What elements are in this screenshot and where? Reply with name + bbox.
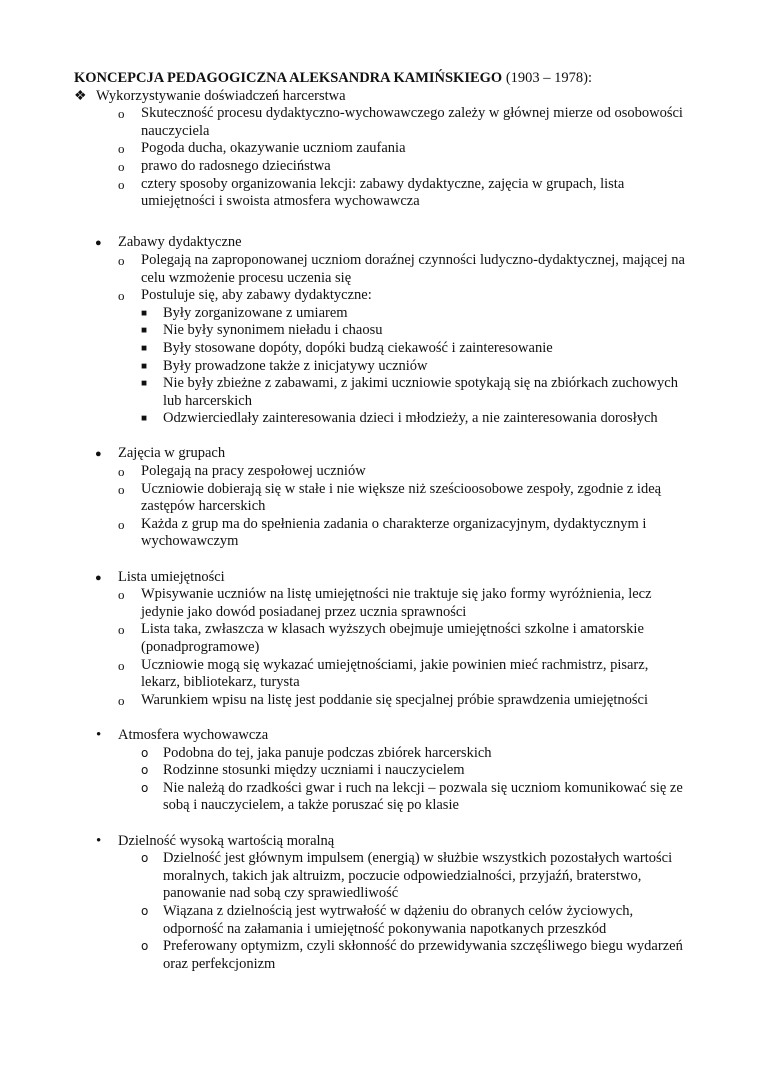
list-item: o Lista taka, zwłaszcza w klasach wyższych obejmuje umiejętności szkolne i amatorskie (ponadprogramowe) [118, 621, 644, 655]
circle-bullet-icon: o [141, 851, 149, 866]
section-heading: ❖ Wykorzystywanie doświadczeń harcerstwa [74, 87, 346, 104]
list-item: o Skuteczność procesu dydaktyczno-wychowawczego zależy w głównej mierze od osobowości nauczyciela [118, 105, 683, 139]
document-page [0, 70, 760, 973]
section-heading: • Dzielność wysoką wartością moralną [96, 832, 335, 849]
square-bullet-icon: ■ [141, 413, 148, 425]
diamond-bullet-icon: ❖ [74, 88, 87, 104]
list-item: o Wiązana z dzielnością jest wytrwałość w dążeniu do obranych celów życiowych, odporność na załamania i umiejętność pokonywania napotkanych przeszkód [141, 902, 634, 937]
square-bullet-icon: ■ [141, 378, 148, 390]
sub-list-item: ■ Odzwierciedlały zainteresowania dzieci i młodzieży, a nie zainteresowania dorosłych [141, 410, 658, 427]
sub-list-item: ■ Nie były zbieżne z zabawami, z jakimi uczniowie spotykają się na zbiórkach zuchowych lub harcerskich [141, 375, 678, 409]
list-item: o Polegają na zaproponowanej uczniom doraźnej czynności ludyczno-dydaktycznej, mającej na celu wzmożenie procesu uczenia się [118, 251, 685, 286]
circle-bullet-icon: o [118, 141, 125, 157]
dot-bullet-icon: ● [95, 571, 102, 584]
square-bullet-icon: ■ [141, 342, 148, 354]
list-item: o Wpisywanie uczniów na listę umiejętności nie traktuje się jako formy wyróżnienia, lecz jedynie jako dowód posiadanej przez ucznia sprawności [118, 586, 652, 620]
list-item: o Postuluje się, aby zabawy dydaktyczne: [118, 287, 372, 304]
list-item: o Warunkiem wpisu na listę jest poddanie się specjalnej próbie sprawdzenia umiejętności [118, 691, 648, 708]
dot-bullet-icon: ● [95, 448, 102, 461]
section-heading: • Atmosfera wychowawcza [96, 726, 269, 743]
sub-list-item: ■ Były stosowane dopóty, dopóki budzą ciekawość i zainteresowanie [141, 339, 553, 356]
sub-list-item: ■ Były prowadzone także z inicjatywy uczniów [141, 357, 428, 374]
circle-bullet-icon: o [118, 176, 125, 192]
small-dot-bullet-icon: • [96, 726, 102, 743]
circle-bullet-icon: o [118, 657, 125, 673]
list-item: o Uczniowie mogą się wykazać umiejętnościami, jakie powinien mieć rachmistrz, pisarz, lekarz, bibliotekarz, turysta [118, 656, 649, 691]
circle-bullet-icon: o [141, 939, 149, 954]
circle-bullet-icon: o [118, 516, 125, 532]
dot-bullet-icon: ● [95, 237, 102, 250]
list-item: o Podobna do tej, jaka panuje podczas zbiórek harcerskich [141, 744, 492, 761]
circle-bullet-icon: o [118, 288, 125, 304]
list-item: o Nie należą do rzadkości gwar i ruch na lekcji – pozwala się uczniom komunikować się ze sobą i nauczycielem, a także poruszać się po klasie [141, 779, 683, 814]
section-heading: ● Lista umiejętności [0, 569, 760, 587]
circle-bullet-icon: o [118, 481, 125, 497]
square-bullet-icon: ■ [141, 307, 148, 319]
list-item: o cztery sposoby organizowania lekcji: zabawy dydaktyczne, zajęcia w grupach, lista umiejętności i swoista atmosfera wychowawcza [118, 175, 625, 210]
circle-bullet-icon: o [118, 106, 125, 122]
title-years: (1903 – 1978): [502, 70, 593, 86]
square-bullet-icon: ■ [141, 360, 148, 372]
list-item: o Preferowany optymizm, czyli skłonność do przewidywania szczęśliwego biegu wydarzeń oraz perfekcjonizm [141, 938, 683, 972]
list-item: o Każda z grup ma do spełnienia zadania o charakterze organizacyjnym, dydaktycznym i wychowawczym [118, 515, 647, 550]
list-item: o Pogoda ducha, okazywanie uczniom zaufania [118, 140, 406, 157]
circle-bullet-icon: o [141, 903, 149, 918]
title-bold: KONCEPCJA PEDAGOGICZNA ALEKSANDRA KAMIŃSKIEGO [74, 70, 503, 86]
list-item: o Rodzinne stosunki między uczniami i nauczycielem [141, 762, 465, 779]
sub-list-item: ■ Nie były synonimem nieładu i chaosu [141, 322, 383, 339]
circle-bullet-icon: o [118, 692, 125, 708]
list-item: o Uczniowie dobierają się w stałe i nie większe niż sześcioosobowe zespoły, zgodnie z ideą zastępów harcerskich [118, 480, 662, 515]
list-item: o Polegają na pracy zespołowej uczniów [118, 463, 366, 480]
circle-bullet-icon: o [118, 622, 125, 638]
square-bullet-icon: ■ [141, 325, 148, 337]
circle-bullet-icon: o [141, 780, 149, 795]
list-item: o Dzielność jest głównym impulsem (energią) w służbie wszystkich pozostałych wartości moralnych, takich jak altruizm, poczucie odpowiedzialności, przyjaźń, braterstwo, panowanie nad sobą czy sprawiedliwość [141, 850, 673, 902]
section-heading: ● Zajęcia w grupach [0, 445, 760, 463]
circle-bullet-icon: o [141, 763, 149, 778]
circle-bullet-icon: o [118, 464, 125, 480]
document-title [74, 70, 760, 88]
circle-bullet-icon: o [118, 158, 125, 174]
circle-bullet-icon: o [118, 587, 125, 603]
sub-list-item: ■ Były zorganizowane z umiarem [141, 304, 348, 321]
circle-bullet-icon: o [118, 252, 125, 268]
small-dot-bullet-icon: • [96, 832, 102, 849]
list-item: o prawo do radosnego dzieciństwa [118, 157, 331, 174]
section-heading: ● Zabawy dydaktyczne [0, 234, 760, 252]
circle-bullet-icon: o [141, 745, 149, 760]
